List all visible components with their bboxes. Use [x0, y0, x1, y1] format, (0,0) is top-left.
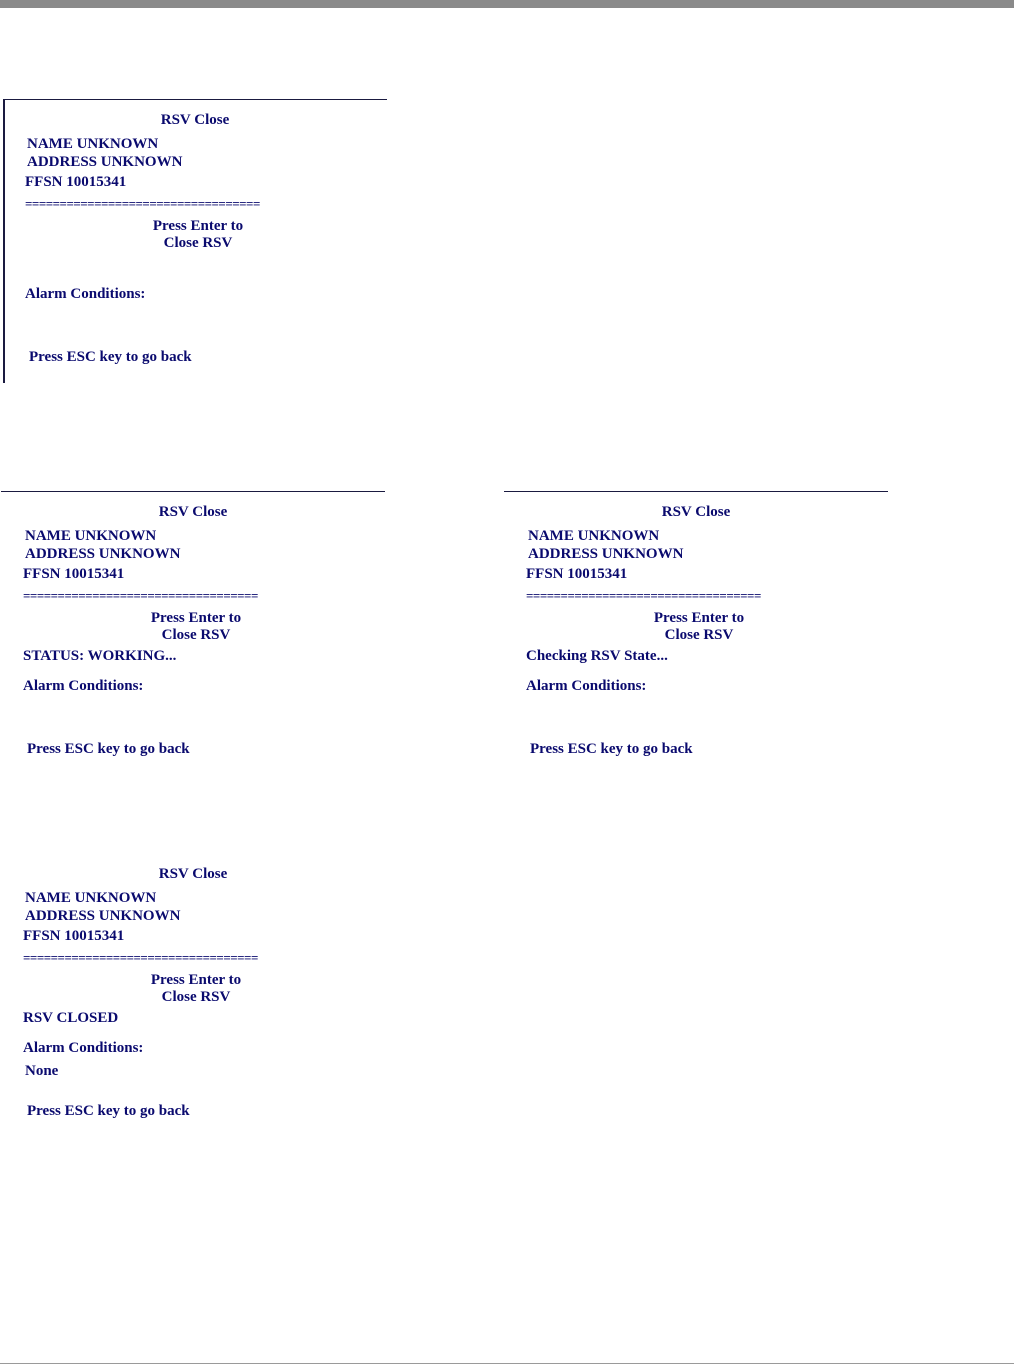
- separator-line: ==================================: [526, 588, 761, 603]
- customer-address: ADDRESS UNKNOWN: [528, 546, 684, 562]
- customer-name: NAME UNKNOWN: [25, 890, 157, 906]
- separator-line: ==================================: [23, 950, 258, 965]
- separator-line: ==================================: [23, 588, 258, 603]
- customer-address: ADDRESS UNKNOWN: [25, 546, 181, 562]
- enter-prompt-line2[interactable]: Close RSV: [161, 627, 231, 643]
- rsv-close-screen-closed: [1, 853, 385, 1137]
- customer-address: ADDRESS UNKNOWN: [25, 908, 181, 924]
- alarm-conditions-value: None: [25, 1063, 59, 1079]
- esc-back-hint[interactable]: Press ESC key to go back: [530, 741, 693, 757]
- enter-prompt-line1[interactable]: Press Enter to: [152, 218, 244, 234]
- ffsn-number: FFSN 10015341: [25, 174, 127, 190]
- enter-prompt-line1[interactable]: Press Enter to: [150, 972, 242, 988]
- page-footer-rule: [0, 1363, 1014, 1364]
- esc-back-hint[interactable]: Press ESC key to go back: [27, 1103, 190, 1119]
- rsv-close-screen-initial: [3, 99, 387, 383]
- screen-frame-top: [3, 99, 387, 100]
- rsv-close-screen-checking: [504, 491, 888, 775]
- enter-prompt-line2[interactable]: Close RSV: [664, 627, 734, 643]
- alarm-conditions-label: Alarm Conditions:: [23, 1040, 144, 1056]
- customer-name: NAME UNKNOWN: [528, 528, 660, 544]
- ffsn-number: FFSN 10015341: [526, 566, 628, 582]
- alarm-conditions-label: Alarm Conditions:: [526, 678, 647, 694]
- screen-frame-top: [504, 491, 888, 492]
- screen-title: RSV Close: [661, 504, 731, 520]
- page-header-bar: [0, 0, 1014, 8]
- rsv-close-screen-working: [1, 491, 385, 775]
- screen-frame-top: [1, 491, 385, 492]
- screen-title: RSV Close: [158, 504, 228, 520]
- customer-name: NAME UNKNOWN: [25, 528, 157, 544]
- separator-line: ==================================: [25, 196, 260, 211]
- alarm-conditions-label: Alarm Conditions:: [25, 286, 146, 302]
- alarm-conditions-label: Alarm Conditions:: [23, 678, 144, 694]
- esc-back-hint[interactable]: Press ESC key to go back: [27, 741, 190, 757]
- esc-back-hint[interactable]: Press ESC key to go back: [29, 349, 192, 365]
- enter-prompt-line2[interactable]: Close RSV: [163, 235, 233, 251]
- ffsn-number: FFSN 10015341: [23, 928, 125, 944]
- status-text: STATUS: WORKING...: [23, 648, 177, 664]
- ffsn-number: FFSN 10015341: [23, 566, 125, 582]
- enter-prompt-line1[interactable]: Press Enter to: [150, 610, 242, 626]
- status-text: RSV CLOSED: [23, 1010, 119, 1026]
- enter-prompt-line1[interactable]: Press Enter to: [653, 610, 745, 626]
- status-text: Checking RSV State...: [526, 648, 668, 664]
- customer-name: NAME UNKNOWN: [27, 136, 159, 152]
- enter-prompt-line2[interactable]: Close RSV: [161, 989, 231, 1005]
- screen-title: RSV Close: [160, 112, 230, 128]
- customer-address: ADDRESS UNKNOWN: [27, 154, 183, 170]
- screen-title: RSV Close: [158, 866, 228, 882]
